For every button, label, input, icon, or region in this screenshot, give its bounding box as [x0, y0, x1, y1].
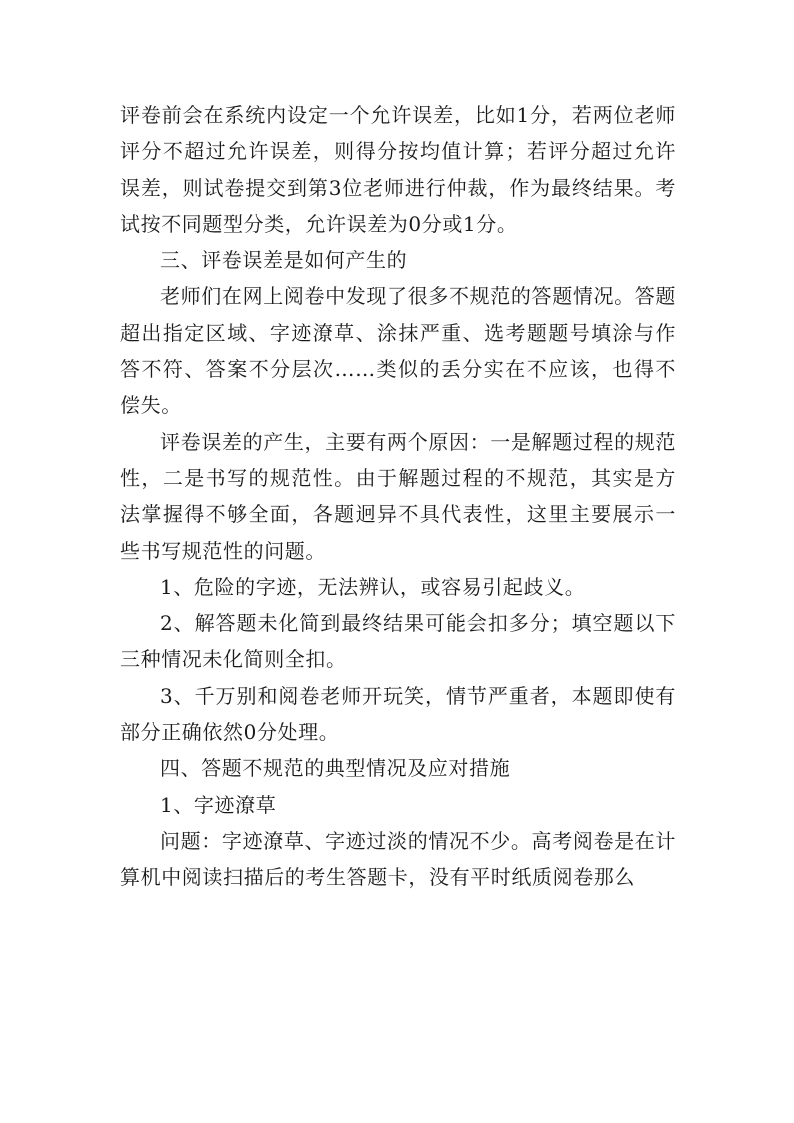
list-item-3: 3、千万别和阅卷老师开玩笑，情节严重者，本题即使有部分正确依然0分处理。 — [120, 683, 676, 745]
heading-section-four: 四、答题不规范的典型情况及应对措施 — [160, 756, 511, 781]
list-item-2: 2、解答题未化简到最终结果可能会扣多分；填空题以下三种情况未化简则全扣。 — [120, 611, 676, 672]
paragraph-nonstandard-answers: 老师们在网上阅卷中发现了很多不规范的答题情况。答题超出指定区域、字迹潦草、涂抹严重、选考题题号填涂与作答不符、答案不分层次……类似的丢分实在不应该，也得不偿失。 — [120, 284, 676, 418]
paragraph-problem: 问题：字迹潦草、字迹过淡的情况不少。高考阅卷是在计算机中阅读扫描后的考生答题卡，没有平时纸质阅卷那么 — [120, 828, 676, 890]
document-page — [120, 97, 676, 896]
list-item-1: 1、危险的字迹，无法辨认，或容易引起歧义。 — [160, 574, 586, 599]
subheading-handwriting: 1、字迹潦草 — [160, 792, 277, 817]
heading-section-three: 三、评卷误差是如何产生的 — [160, 248, 408, 273]
paragraph-error-causes: 评卷误差的产生，主要有两个原因：一是解题过程的规范性，二是书写的规范性。由于解题过程的不规范，其实是方法掌握得不够全面，各题迥异不具代表性，这里主要展示一些书写规范性的问题。 — [120, 429, 676, 563]
paragraph-allowed-error: 评卷前会在系统内设定一个允许误差，比如1分，若两位老师评分不超过允许误差，则得分按均值计算；若评分超过允许误差，则试卷提交到第3位老师进行仲裁，作为最终结果。考试按不同题型分类，允许误差为0分或1分。 — [120, 103, 676, 236]
